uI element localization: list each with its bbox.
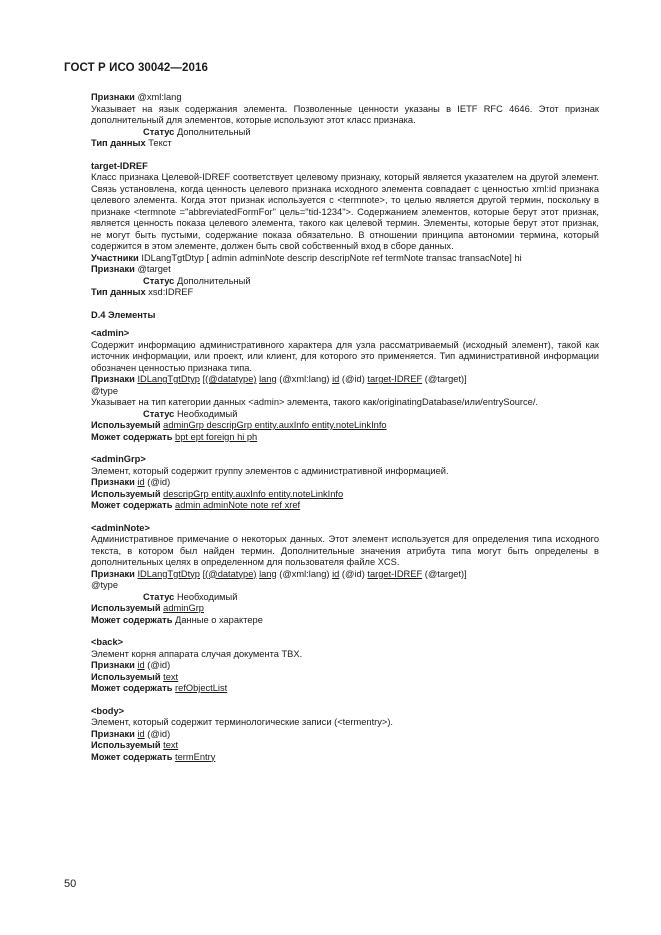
target-members-line <box>91 253 599 265</box>
label-used-in: Используемый <box>91 420 161 430</box>
label-may-contain: Может содержать <box>91 614 173 625</box>
element-admingrp-tag: <adminGrp> <box>91 454 146 464</box>
back-used-in-links[interactable]: text <box>163 671 179 682</box>
section-title: D.4 Элементы <box>91 309 156 320</box>
adminnote-attr-link-class[interactable]: IDLangTgtDtyp <box>137 568 200 579</box>
label-may-contain: Может содержать <box>91 431 173 442</box>
label-used-in: Используемый <box>91 740 161 750</box>
back-used-in-line <box>91 672 599 684</box>
adminnote-attr-link-id[interactable]: id <box>332 568 340 579</box>
lang-datatype-value: Текст <box>148 138 172 148</box>
admin-attr-datatype: [(@datatype) <box>202 374 257 384</box>
label-attributes: Признаки <box>91 728 135 739</box>
admingrp-may-contain-links[interactable]: admin adminNote note ref xref <box>175 500 301 510</box>
body-used-in-line <box>91 740 599 752</box>
adminnote-attr-id-value: (@id) <box>341 568 365 579</box>
admin-attr-target-value: (@target)] <box>424 374 467 384</box>
target-datatype-line <box>91 287 599 299</box>
label-used-in: Используемый <box>91 488 161 499</box>
lang-status-line <box>91 127 599 139</box>
adminnote-type-line: @type <box>91 580 119 590</box>
admingrp-attr-id-value: (@id) <box>147 477 171 487</box>
label-status: Статус <box>143 408 175 419</box>
label-used-in: Используемый <box>91 603 161 613</box>
back-may-contain-line <box>91 683 599 695</box>
adminnote-may-contain-value: Данные о характере <box>175 614 263 625</box>
element-admin-description: Содержит информацию административного характера для узла рассматриваемый (исходный элемент), такой как источник информации, или проект, или клиент, для которого это применяется. Тип административной информации обозначен ценностью признака типа. <box>91 339 599 373</box>
admingrp-may-contain-line <box>91 500 599 512</box>
body-attr-id-value: (@id) <box>147 728 171 739</box>
adminnote-attr-line <box>91 569 599 581</box>
target-idref-description: Класс признака Целевой-IDREF соответствует целевому признаку, который является указателем на другой элемент. Связь установлена, когда ценность целевого признака исходного элемента совпадает с ценностью xml:id признака целевого элемента. Когда этот признак используется с <termnote>, то целью является другой термин, поскольку в признаке <termnote ="abbreviatedFormFor" цель="tid-1234">. Содержанием элементов, которые берут этот признак, является ценность показа целевого элемента, такого как целевой термин. Элементы, которые берут этот признак, не могут быть пустыми, содержание показа обязательно. В отношении принципа автономии термина, который содержится в этом элементе, должен быть свой собственный вход в сборе данных. <box>91 172 599 251</box>
lang-datatype-line <box>91 138 599 150</box>
target-attr-value: @target <box>137 264 171 274</box>
adminnote-attr-target-value: (@target)] <box>424 568 467 579</box>
element-body-description: Элемент, который содержит терминологические записи (<termentry>). <box>91 717 394 727</box>
page-content <box>91 92 599 763</box>
label-may-contain: Может содержать <box>91 683 173 693</box>
admin-status-line <box>91 409 599 421</box>
element-adminnote-tag: <adminNote> <box>91 522 150 533</box>
admin-used-in-links[interactable]: adminGrp descripGrp entity.auxInfo entity.noteLinkInfo <box>163 420 387 430</box>
lang-attr-line <box>91 92 599 104</box>
admingrp-used-in-links[interactable]: descripGrp entity.auxInfo entity.noteLinkInfo <box>163 488 344 499</box>
adminnote-attr-lang-value: (@xml:lang) <box>279 568 330 579</box>
label-attributes: Признаки <box>91 568 135 579</box>
admingrp-used-in-line <box>91 489 599 501</box>
label-datatype: Тип данных <box>91 138 146 148</box>
body-may-contain-line <box>91 752 599 764</box>
target-status-value: Дополнительный <box>176 275 251 286</box>
label-attributes: Признаки <box>91 477 135 487</box>
admin-used-in-line <box>91 420 599 432</box>
admin-attr-id-value: (@id) <box>341 374 365 384</box>
label-status: Статус <box>143 591 175 602</box>
adminnote-attr-link-lang[interactable]: lang <box>259 568 277 579</box>
element-admin-tag: <admin> <box>91 328 130 338</box>
admin-attr-line <box>91 374 599 386</box>
admin-attr-lang-value: (@xml:lang) <box>279 374 330 384</box>
admingrp-attr-link-id[interactable]: id <box>137 477 145 487</box>
admin-type-description: Указывает на тип категории данных <admin> элемента, такого как/originatingDatabase/или/entrySource/. <box>91 397 539 407</box>
admin-attr-link-id[interactable]: id <box>332 374 340 384</box>
target-attr-line <box>91 264 599 276</box>
label-datatype: Тип данных <box>91 287 146 297</box>
back-attr-link-id[interactable]: id <box>137 660 145 670</box>
body-used-in-links[interactable]: text <box>163 740 179 750</box>
admin-attr-link-lang[interactable]: lang <box>259 374 277 384</box>
page-number: 50 <box>64 878 77 890</box>
body-may-contain-links[interactable]: termEntry <box>175 751 216 762</box>
lang-attr-value: @xml:lang <box>137 92 182 102</box>
admin-type-line: @type <box>91 385 119 396</box>
label-attributes: Признаки <box>91 92 135 102</box>
back-attr-line <box>91 660 599 672</box>
back-may-contain-links[interactable]: refObjectList <box>175 683 228 693</box>
label-status: Статус <box>143 126 175 137</box>
adminnote-attr-datatype: [(@datatype) <box>202 568 257 579</box>
lang-description: Указывает на язык содержания элемента. Позволенные ценности указаны в IETF RFC 4646. Этот признак дополнительный для элементов, которые используют этот класс признака. <box>91 103 599 125</box>
target-members-value: IDLangTgtDtyp [ admin adminNote descrip descripNote ref termNote transac transacNote] hi <box>141 252 522 263</box>
admin-attr-link-target[interactable]: target-IDREF <box>367 374 423 384</box>
element-admingrp-description: Элемент, который содержит группу элементов с административной информацией. <box>91 465 449 476</box>
adminnote-status-value: Необходимый <box>176 591 238 602</box>
lang-status-value: Дополнительный <box>176 126 251 137</box>
body-attr-link-id[interactable]: id <box>137 728 145 739</box>
adminnote-status-line <box>91 592 599 604</box>
adminnote-used-in-line <box>91 603 599 615</box>
label-attributes: Признаки <box>91 374 135 384</box>
target-datatype-value: xsd:IDREF <box>148 287 194 297</box>
label-status: Статус <box>143 275 175 286</box>
admingrp-attr-line <box>91 477 599 489</box>
target-idref-title: target-IDREF <box>91 160 148 171</box>
admin-may-contain-links[interactable]: bpt ept foreign hi ph <box>175 431 258 442</box>
adminnote-may-contain-line <box>91 615 599 627</box>
target-status-line <box>91 276 599 288</box>
body-attr-line <box>91 729 599 741</box>
adminnote-used-in-links[interactable]: adminGrp <box>163 603 204 613</box>
element-adminnote-description: Административное примечание о некоторых данных. Этот элемент используется для определения типа исходного текста, в котором был найден термин. Дополнительные значения атрибута типа могут быть определены в дополнительных целях в определенном для пользователя файле XCS. <box>91 534 599 567</box>
element-back-tag: <back> <box>91 637 124 647</box>
admin-status-value: Необходимый <box>176 408 238 419</box>
element-body-tag: <body> <box>91 705 125 716</box>
document-header: ГОСТ Р ИСО 30042—2016 <box>64 62 209 74</box>
label-members: Участники <box>91 252 139 263</box>
adminnote-attr-link-target[interactable]: target-IDREF <box>367 568 423 579</box>
label-attributes: Признаки <box>91 264 135 274</box>
admin-may-contain-line <box>91 432 599 444</box>
label-used-in: Используемый <box>91 671 161 682</box>
label-may-contain: Может содержать <box>91 751 173 762</box>
label-attributes: Признаки <box>91 660 135 670</box>
admin-attr-link-class[interactable]: IDLangTgtDtyp <box>137 374 200 384</box>
label-may-contain: Может содержать <box>91 500 173 510</box>
back-attr-id-value: (@id) <box>147 660 171 670</box>
element-back-description: Элемент корня аппарата случая документа TBX. <box>91 648 303 659</box>
